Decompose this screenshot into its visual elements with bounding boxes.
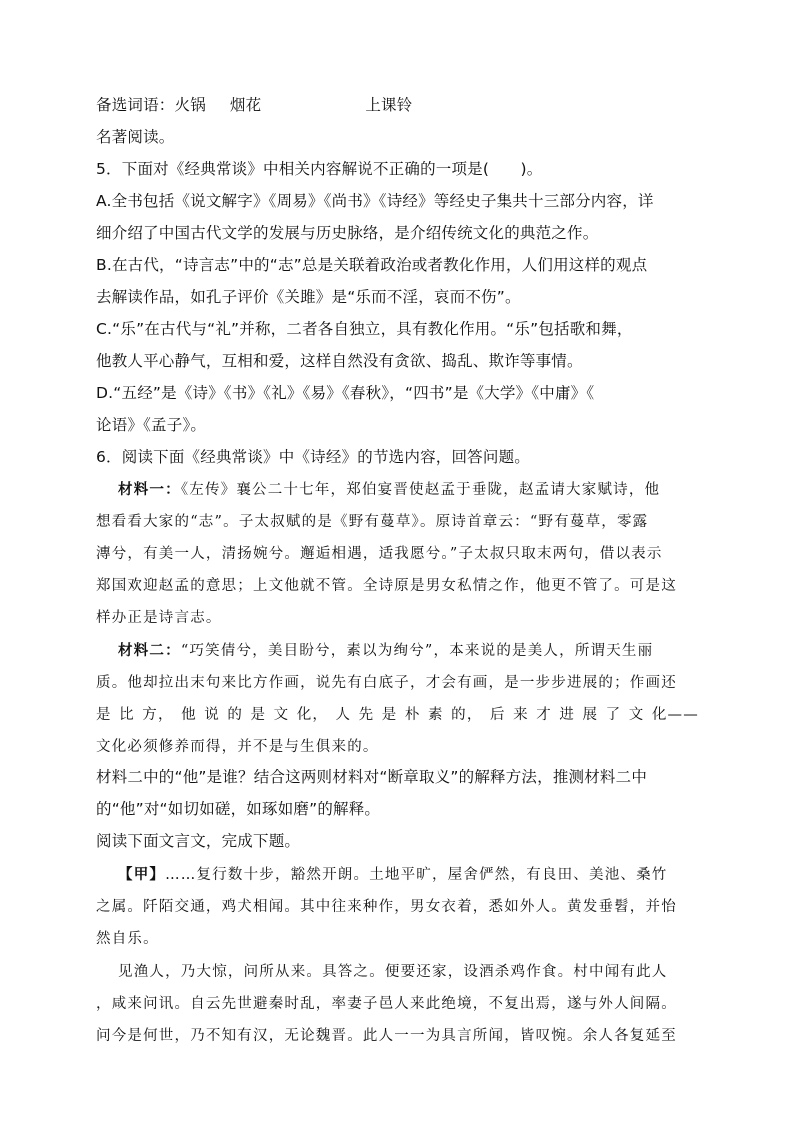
q5-option-d-line-2: 论语》《孟子》。 xyxy=(96,416,207,434)
classical-p1-line-2: 之属。阡陌交通，鸡犬相闻。其中往来种作，男女衣着，悉如外人。黄发垂髫，并怡 xyxy=(96,899,677,915)
q6-ask-line-1: 材料二中的“他”是谁？结合这两则材料对“断章取义”的解释方法，推测材料二中 xyxy=(96,768,648,786)
m2-word: 才 xyxy=(536,707,552,723)
classical-p1-line-1 xyxy=(118,865,668,885)
classical-p1-line-3: 然自乐。 xyxy=(96,931,159,947)
m2-word: 化， xyxy=(296,707,329,723)
option-word-2: 烟花 xyxy=(229,96,262,114)
m2-word: 他 xyxy=(181,707,197,723)
m2-word: 比 xyxy=(119,707,135,723)
material-2-text-1: “巧笑倩兮，美目盼兮，素以为绚兮”，本来说的是美人，所谓天生丽 xyxy=(180,643,654,659)
m2-word: 是 xyxy=(96,707,112,723)
classical-p1-text-1: ……复行数十步，豁然开朗。土地平旷，屋舍俨然，有良田、美池、桑竹 xyxy=(165,867,668,883)
options-line xyxy=(96,95,412,115)
q6-ask-line-2: 的“他”对“如切如磋，如琢如磨”的解释。 xyxy=(96,800,381,818)
m2-word: 素 xyxy=(428,707,444,723)
classical-p2-line-2: ，咸来问讯。自云先世避秦时乱，率妻子邑人来此绝境，不复出焉，遂与外人间隔。 xyxy=(96,996,677,1012)
m2-word: 朴 xyxy=(404,707,421,723)
m2-word: 文 xyxy=(628,707,645,723)
material-2-line-4: 文化必须修养而得，并不是与生俱来的。 xyxy=(96,739,379,755)
material-1-line-3: 漙兮，有美一人，清扬婉兮。邂逅相遇，适我愿兮。”子太叔只取末两句，借以表示 xyxy=(96,546,663,562)
material-1-label: 材料一： xyxy=(118,481,181,498)
q5-option-d-line-1: D.“五经”是《诗》《书》《礼》《易》《春秋》，“四书”是《大学》《中庸》《 xyxy=(96,384,595,402)
m2-word: 人 xyxy=(335,707,352,723)
m2-word: 后 xyxy=(489,707,506,723)
q6-stem: 6．阅读下面《经典常谈》中《诗经》的节选内容，回答问题。 xyxy=(96,448,530,466)
m2-word: 是 xyxy=(381,707,398,723)
q5-option-a-line-2: 细介绍了中国古代文学的发展与历史脉络，是介绍传统文化的典范之作。 xyxy=(96,224,599,242)
m2-word: 进 xyxy=(559,707,576,723)
m2-word: 是 xyxy=(250,707,267,723)
q5-option-a-line-1: A.全书包括《说文解字》《周易》《尚书》《诗经》等经史子集共十三部分内容，详 xyxy=(96,192,654,210)
material-1-line-5: 样办正是诗言志。 xyxy=(96,610,222,626)
material-1-text-1: 《左传》襄公二十七年，郑伯宴晋使赵孟于垂陇，赵孟请大家赋诗，他 xyxy=(180,482,661,498)
q5-option-c-line-2: 他教人平心静气，互相和爱，这样自然没有贪欲、捣乱、欺诈等事情。 xyxy=(96,352,583,370)
material-1-line-1 xyxy=(118,480,660,500)
m2-word: 方， xyxy=(142,707,174,723)
m2-word: 的， xyxy=(451,707,483,723)
m2-word: 化—— xyxy=(651,707,699,723)
q5-option-b-line-1: B.在古代，“诗言志”中的“志”总是关联着政治或者教化作用，人们用这样的观点 xyxy=(96,256,648,274)
option-word-3: 上课铃 xyxy=(365,96,413,114)
option-word-1: 火锅 xyxy=(174,96,206,114)
m2-word: 说 xyxy=(204,707,220,723)
q5-stem: 5．下面对《经典常谈》中相关内容解说不正确的一项是( )。 xyxy=(96,160,543,178)
reading-heading: 名著阅读。 xyxy=(96,128,175,146)
material-2-line-1 xyxy=(118,641,653,661)
m2-word: 的 xyxy=(227,707,244,723)
classical-p2-line-1: 见渔人，乃大惊，问所从来。具答之。便要还家，设酒杀鸡作食。村中闻有此人 xyxy=(118,964,668,980)
material-2-line-3 xyxy=(96,705,699,725)
options-label: 备选词语： xyxy=(96,96,175,114)
material-2-line-2: 质。他却拉出末句来比方作画，说先有白底子，才会有画，是一步步进展的；作画还 xyxy=(96,675,677,691)
material-1-line-4: 郑国欢迎赵孟的意思；上文他就不管。全诗原是男女私情之作，他更不管了。可是这 xyxy=(96,578,677,594)
material-2-label: 材料二： xyxy=(118,642,181,659)
m2-word: 先 xyxy=(358,707,375,723)
m2-word: 文 xyxy=(273,707,290,723)
m2-word: 了 xyxy=(605,707,622,723)
material-1-line-2: 想看看大家的“志”。子太叔赋的是《野有蔓草》。原诗首章云：“野有蔓草，零露 xyxy=(96,514,649,530)
q5-option-b-line-2: 去解读作品，如孔子评价《关雎》是“乐而不淫，哀而不伤”。 xyxy=(96,288,521,306)
q5-option-c-line-1: C.“乐”在古代与“礼”并称，二者各自独立，具有教化作用。“乐”包括歌和舞， xyxy=(96,320,633,338)
classical-intro: 阅读下面文言文，完成下题。 xyxy=(96,832,301,850)
m2-word: 来 xyxy=(513,707,529,723)
classical-p2-line-3: 问今是何世，乃不知有汉，无论魏晋。此人一一为具言所闻，皆叹惋。余人各复延至 xyxy=(96,1028,677,1044)
classical-label: 【甲】 xyxy=(118,866,166,883)
m2-word: 展 xyxy=(582,707,599,723)
